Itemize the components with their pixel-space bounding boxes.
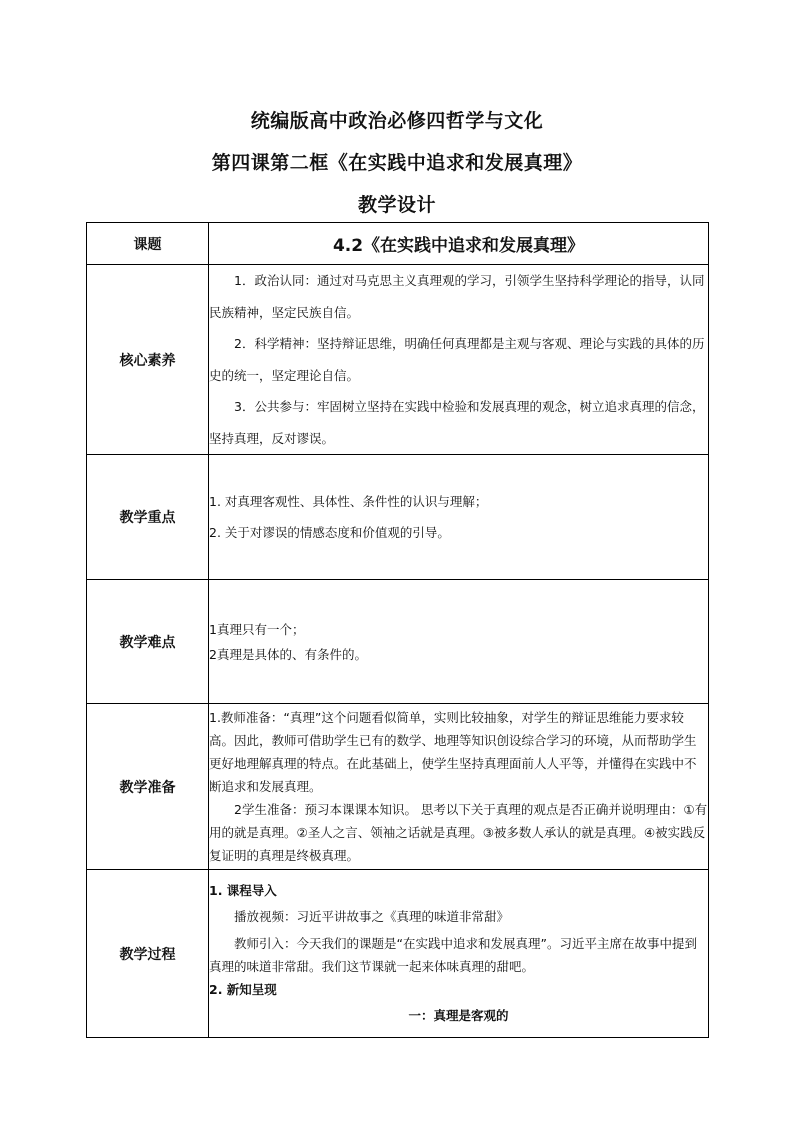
topic-label: 课题 [87, 223, 209, 265]
preparation-content [209, 704, 709, 870]
row-key-points [87, 455, 709, 580]
difficulties-content [209, 580, 709, 704]
row-process [87, 870, 709, 1038]
literacy-label: 核心素养 [87, 265, 209, 455]
literacy-content [209, 265, 709, 455]
difficulty-item: 2真理是具体的、有条件的。 [209, 646, 367, 662]
process-intro: 教师引入：今天我们的课题是“在实践中追求和发展真理”。习近平主席在故事中提到真理的味道非常甜。我们这节课就一起来体味真理的甜吧。 [209, 935, 697, 974]
process-content [209, 870, 709, 1038]
preparation-item: 2学生准备：预习本课课本知识。 思考以下关于真理的观点是否正确并说明理由：①有用的就是真理。②圣人之言、领袖之话就是真理。③被多数人承认的就是真理。④被实践反复证明的真理是终极真理。 [209, 802, 708, 863]
process-video: 播放视频：习近平讲故事之《真理的味道非常甜》 [234, 908, 510, 924]
difficulty-item: 1真理只有一个； [209, 621, 305, 637]
lesson-plan-table [86, 222, 709, 1038]
row-difficulties [87, 580, 709, 704]
key-point-item: 1. 对真理客观性、具体性、条件性的认识与理解； [209, 494, 488, 509]
row-literacy [87, 265, 709, 455]
row-topic [87, 223, 709, 265]
key-points-label: 教学重点 [87, 455, 209, 580]
lesson-title: 第四课第二框《在实践中追求和发展真理》 [211, 152, 583, 174]
key-point-item: 2. 关于对谬误的情感态度和价值观的引导。 [209, 525, 450, 540]
process-section-heading: 2. 新知呈现 [209, 981, 277, 997]
preparation-label: 教学准备 [87, 704, 209, 870]
document-title: 统编版高中政治必修四哲学与文化 [250, 110, 544, 132]
literacy-item: 2．科学精神：坚持辩证思维，明确任何真理都是主观与客观、理论与实践的具体的历史的统一，坚定理论自信。 [209, 336, 705, 383]
process-label: 教学过程 [87, 870, 209, 1038]
key-points-content [209, 455, 709, 580]
process-subheading: 一：真理是客观的 [408, 1007, 509, 1023]
design-heading: 教学设计 [357, 194, 436, 216]
literacy-item: 3．公共参与：牢固树立坚持在实践中检验和发展真理的观念，树立追求真理的信念，坚持真理，反对谬误。 [209, 399, 705, 446]
difficulties-label: 教学难点 [87, 580, 209, 704]
row-preparation [87, 704, 709, 870]
topic-value: 4.2《在实践中追求和发展真理》 [209, 223, 709, 265]
preparation-item: 1.教师准备：“真理”这个问题看似简单，实则比较抽象，对学生的辩证思维能力要求较高。因此，教师可借助学生已有的数学、地理等知识创设综合学习的环境，从而帮助学生更好地理解真理的特点。在此基础上，使学生坚持真理面前人人平等，并懂得在实践中不断追求和发展真理。 [209, 710, 697, 794]
process-section-heading: 1. 课程导入 [209, 882, 277, 898]
literacy-item: 1．政治认同：通过对马克思主义真理观的学习，引领学生坚持科学理论的指导，认同民族精神，坚定民族自信。 [209, 273, 705, 320]
